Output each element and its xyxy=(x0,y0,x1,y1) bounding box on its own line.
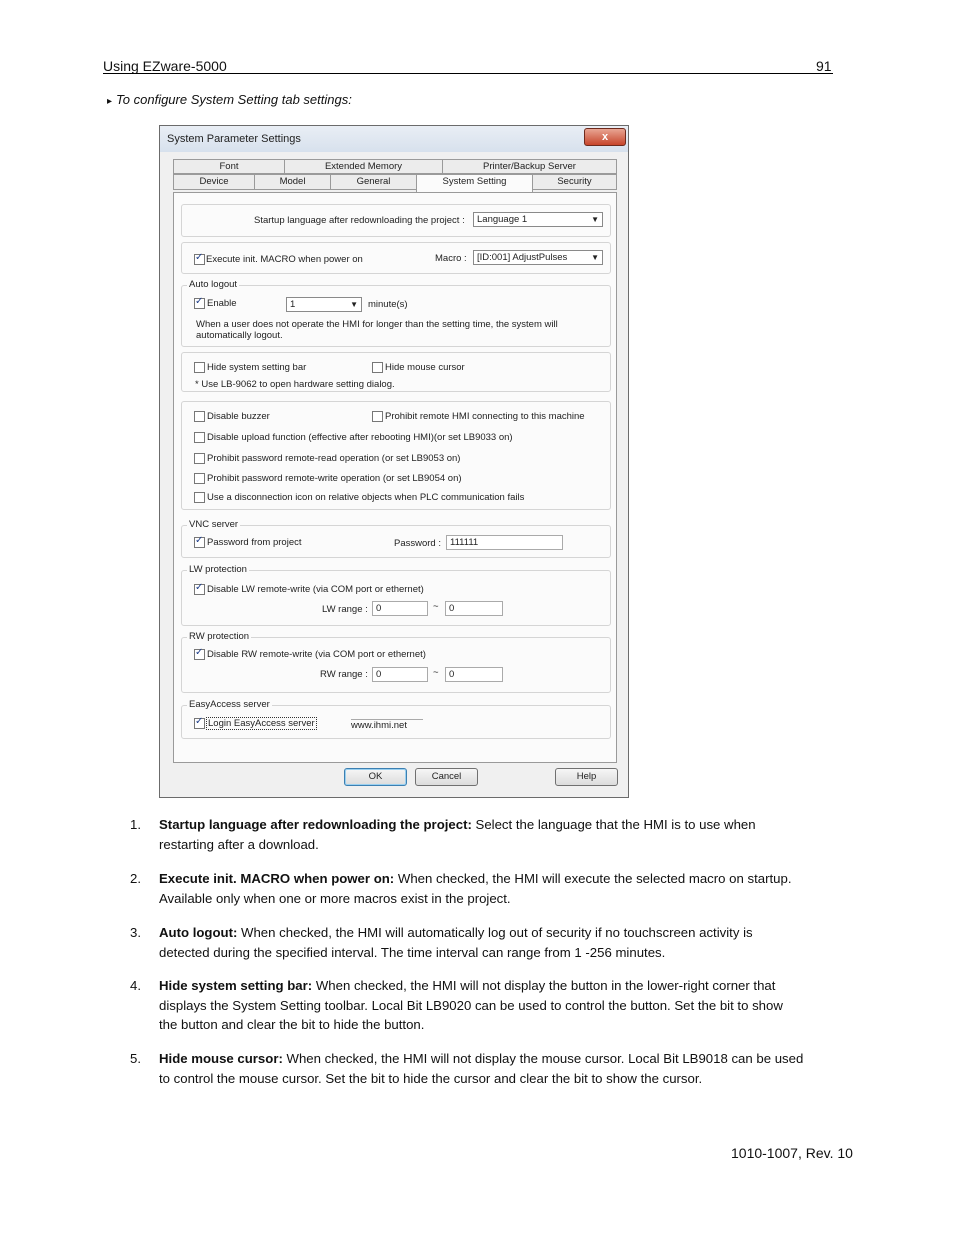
rw-range-to-input[interactable]: 0 xyxy=(445,667,503,682)
hardware-setting-note: * Use LB-9062 to open hardware setting dialog. xyxy=(195,379,395,390)
lw-protection-group xyxy=(181,564,611,626)
misc-options-group xyxy=(181,401,611,510)
lw-range-label: LW range : xyxy=(322,604,368,615)
execute-macro-label: Execute init. MACRO when power on xyxy=(206,254,363,265)
disable-upload-label: Disable upload function (effective after rebooting HMI)(or set LB9033 on) xyxy=(207,432,513,443)
macro-select[interactable]: [ID:001] AdjustPulses ▼ xyxy=(473,250,603,265)
login-easyaccess-checkbox[interactable] xyxy=(194,718,205,729)
tab-extended-memory[interactable]: Extended Memory xyxy=(284,159,443,174)
startup-language-group xyxy=(181,204,611,237)
lw-protection-title: LW protection xyxy=(189,564,247,575)
tab-font[interactable]: Font xyxy=(173,159,285,174)
prohibit-remote-hmi-label: Prohibit remote HMI connecting to this machine xyxy=(385,411,585,422)
auto-logout-enable-label: Enable xyxy=(207,298,237,309)
vnc-password-label: Password : xyxy=(394,538,441,549)
disable-rw-write-checkbox[interactable] xyxy=(194,649,205,660)
dialog-title: System Parameter Settings xyxy=(167,133,301,145)
prohibit-remote-read-checkbox[interactable] xyxy=(194,453,205,464)
page-number: 91 xyxy=(816,58,832,74)
list-item: 5. Hide mouse cursor: When checked, the HMI will not display the mouse cursor. Local Bit LB9018 can be used to control the mouse cursor. Set the bit to hide the cursor and clear the bit to show the cursor. xyxy=(130,1051,804,1086)
disable-upload-checkbox[interactable] xyxy=(194,432,205,443)
hide-setting-bar-checkbox[interactable] xyxy=(194,362,205,373)
lw-range-tilde: ~ xyxy=(433,601,439,612)
prohibit-remote-read-label: Prohibit password remote-read operation (or set LB9053 on) xyxy=(207,453,461,464)
running-header: Using EZware-5000 xyxy=(103,58,227,74)
chevron-down-icon: ▼ xyxy=(591,253,599,262)
list-item: 1. Startup language after redownloading the project: Select the language that the HMI is to use when restarting after a download. xyxy=(130,817,756,852)
lw-range-to-input[interactable]: 0 xyxy=(445,601,503,616)
chevron-down-icon: ▼ xyxy=(350,300,358,309)
vnc-server-group xyxy=(181,519,611,558)
hide-mouse-cursor-label: Hide mouse cursor xyxy=(385,362,465,373)
item-term: Startup language after redownloading the project: xyxy=(159,817,472,832)
prohibit-remote-write-checkbox[interactable] xyxy=(194,473,205,484)
auto-logout-note-line2: automatically logout. xyxy=(196,330,283,341)
item-term: Execute init. MACRO when power on: xyxy=(159,871,395,886)
system-setting-panel xyxy=(173,192,617,763)
tab-general[interactable]: General xyxy=(330,174,417,190)
intro-text: To configure System Setting tab settings: xyxy=(116,92,352,107)
lw-range-from-input[interactable]: 0 xyxy=(372,601,428,616)
rw-range-tilde: ~ xyxy=(433,667,439,678)
rw-range-label: RW range : xyxy=(320,669,368,680)
tab-printer-backup-server[interactable]: Printer/Backup Server xyxy=(442,159,617,174)
system-parameter-dialog xyxy=(159,125,629,798)
triangle-bullet-icon: ▸ xyxy=(107,96,113,107)
prohibit-remote-write-label: Prohibit password remote-write operation (or set LB9054 on) xyxy=(207,473,462,484)
auto-logout-title: Auto logout xyxy=(189,279,238,290)
disable-buzzer-label: Disable buzzer xyxy=(207,411,270,422)
vnc-server-title: VNC server xyxy=(189,519,239,530)
list-item: 4. Hide system setting bar: When checked, the HMI will not display the button in the lower-right corner that displays the System Setting toolbar. Local Bit LB9020 can be used to control the button. Set the bit to show the button and clear the bit to hide the button. xyxy=(130,978,783,1032)
easyaccess-server-group xyxy=(181,699,611,739)
init-macro-group xyxy=(181,242,611,274)
easyaccess-server-title: EasyAccess server xyxy=(189,699,270,710)
auto-logout-note-line1: When a user does not operate the HMI for longer than the setting time, the system will xyxy=(196,319,558,330)
rw-protection-group xyxy=(181,631,611,693)
cancel-button[interactable]: Cancel xyxy=(415,768,478,786)
disable-rw-write-label: Disable RW remote-write (via COM port or ethernet) xyxy=(207,649,426,660)
rw-protection-title: RW protection xyxy=(189,631,250,642)
disable-lw-write-checkbox[interactable] xyxy=(194,584,205,595)
auto-logout-group xyxy=(181,279,611,347)
help-button[interactable]: Help xyxy=(555,768,618,786)
easyaccess-server-address: www.ihmi.net xyxy=(351,719,423,731)
execute-macro-checkbox[interactable] xyxy=(194,254,205,265)
vnc-password-from-project-label: Password from project xyxy=(207,537,302,548)
list-item: 2. Execute init. MACRO when power on: When checked, the HMI will execute the selected macro on startup. Available only when one or more macros exist in the project. xyxy=(130,871,792,906)
tab-device[interactable]: Device xyxy=(173,174,255,190)
tab-security[interactable]: Security xyxy=(532,174,617,190)
startup-language-select[interactable]: Language 1 ▼ xyxy=(473,212,603,227)
header-rule xyxy=(103,73,833,74)
disconnection-icon-label: Use a disconnection icon on relative objects when PLC communication fails xyxy=(207,492,525,503)
hide-setting-bar-label: Hide system setting bar xyxy=(207,362,307,373)
tab-strip xyxy=(173,159,617,192)
document-revision: 1010-1007, Rev. 10 xyxy=(731,1145,853,1161)
rw-range-from-input[interactable]: 0 xyxy=(372,667,428,682)
ok-button[interactable]: OK xyxy=(344,768,407,786)
list-item: 3. Auto logout: When checked, the HMI will automatically log out of security if no touchscreen activity is detected during the specified interval. The time interval can range from 1 -256 minutes. xyxy=(130,925,753,960)
logout-minutes-select[interactable]: 1 ▼ xyxy=(286,297,362,312)
procedure-intro xyxy=(107,92,352,107)
auto-logout-enable-checkbox[interactable] xyxy=(194,298,205,309)
item-term: Hide system setting bar: xyxy=(159,978,313,993)
tab-model[interactable]: Model xyxy=(254,174,331,190)
dialog-title-bar xyxy=(160,126,628,152)
vnc-password-from-project-checkbox[interactable] xyxy=(194,537,205,548)
chevron-down-icon: ▼ xyxy=(591,215,599,224)
login-easyaccess-label: Login EasyAccess server xyxy=(208,718,315,729)
vnc-password-input[interactable]: 111111 xyxy=(446,535,563,550)
hide-ui-group xyxy=(181,352,611,392)
disconnection-icon-checkbox[interactable] xyxy=(194,492,205,503)
disable-buzzer-checkbox[interactable] xyxy=(194,411,205,422)
prohibit-remote-hmi-checkbox[interactable] xyxy=(372,411,383,422)
tab-system-setting[interactable]: System Setting xyxy=(416,174,533,192)
minutes-unit-label: minute(s) xyxy=(368,299,408,310)
close-button[interactable]: x xyxy=(584,128,626,146)
macro-label: Macro : xyxy=(435,253,467,264)
item-term: Auto logout: xyxy=(159,925,238,940)
startup-language-label: Startup language after redownloading the project : xyxy=(254,215,465,226)
hide-mouse-cursor-checkbox[interactable] xyxy=(372,362,383,373)
disable-lw-write-label: Disable LW remote-write (via COM port or ethernet) xyxy=(207,584,424,595)
item-term: Hide mouse cursor: xyxy=(159,1051,283,1066)
